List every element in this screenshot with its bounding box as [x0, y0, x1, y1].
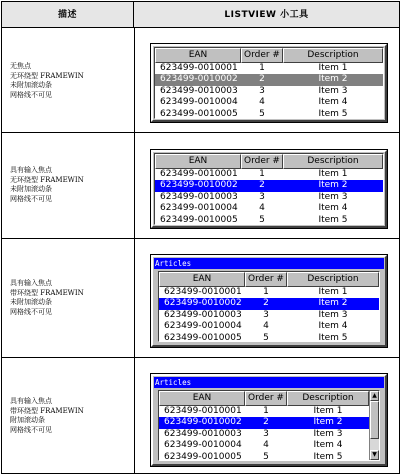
cell-order: 5 [263, 451, 269, 461]
cell-description: Item 5 [313, 451, 343, 461]
listview-row[interactable] [155, 203, 383, 214]
listview-row[interactable] [155, 169, 383, 180]
cell-order: 3 [259, 191, 265, 202]
listview-row[interactable] [159, 310, 379, 321]
framewin-title-bar[interactable]: Articles [154, 377, 384, 388]
listview-row[interactable] [159, 333, 379, 342]
cell-order: 5 [259, 108, 265, 119]
listview-row[interactable] [155, 63, 383, 74]
cell-ean: 623499-0010005 [160, 214, 238, 225]
header-description: 描述 [2, 2, 134, 28]
cell-description: Item 5 [318, 332, 348, 342]
listview-focused[interactable] [151, 150, 387, 228]
column-header-description[interactable]: Description [283, 48, 383, 63]
cell-order: 5 [263, 332, 269, 342]
desc-line: 网格线不可见 [10, 194, 52, 203]
desc-line: 无焦点 [10, 62, 31, 70]
cell-description: Item 3 [318, 85, 348, 96]
cell-ean: 623499-0010003 [160, 191, 238, 202]
desc-line: 无环绕型 FRAMEWIN [10, 71, 84, 80]
listview-row[interactable] [155, 109, 383, 119]
desc-line: 网格线不可见 [10, 425, 52, 434]
listview-row[interactable] [155, 86, 383, 97]
desc-line: 具有输入焦点 [10, 279, 52, 287]
cell-description: Item 4 [318, 321, 348, 332]
column-divider [134, 28, 135, 473]
cell-ean: 623499-0010002 [164, 298, 242, 309]
cell-ean: 623499-0010004 [160, 97, 238, 108]
column-header-ean[interactable]: EAN [159, 272, 245, 287]
cell-description: Item 1 [318, 287, 348, 297]
desc-line: 带环绕型 FRAMEWIN [10, 406, 84, 415]
cell-order: 5 [259, 214, 265, 225]
listview-unfocused[interactable] [151, 44, 387, 122]
listview-row[interactable] [159, 440, 369, 451]
row-divider [2, 238, 399, 239]
comparison-table [1, 1, 400, 474]
listview-body [154, 47, 384, 119]
cell-description: Item 2 [318, 180, 348, 191]
column-header-description[interactable]: Description [287, 391, 369, 406]
listview-header [159, 391, 369, 406]
listview-header [159, 272, 379, 287]
cell-order: 1 [259, 63, 265, 73]
cell-ean: 623499-0010005 [164, 332, 242, 342]
listview-row[interactable] [159, 287, 379, 298]
cell-order: 4 [259, 203, 265, 214]
desc-line: 未附加滚动条 [10, 81, 52, 89]
column-header-description[interactable]: Description [283, 154, 383, 169]
arrow-down-icon: ▼ [372, 451, 377, 458]
listview-row[interactable] [159, 429, 369, 440]
cell-description: Item 2 [313, 417, 343, 428]
vertical-scrollbar[interactable] [369, 391, 379, 460]
desc-line: 无环绕型 FRAMEWIN [10, 175, 84, 184]
cell-ean: 623499-0010004 [160, 203, 238, 214]
cell-order: 3 [259, 85, 265, 96]
desc-line: 未附加滚动条 [10, 185, 52, 193]
cell-ean: 623499-0010001 [160, 169, 238, 179]
listview-row-selected[interactable] [155, 74, 383, 85]
cell-order: 3 [263, 309, 269, 320]
listview-content [159, 391, 369, 460]
cell-description: Item 2 [318, 74, 348, 85]
row-divider [2, 132, 399, 133]
listview-body [158, 271, 380, 342]
row-description [10, 397, 130, 435]
cell-order: 1 [263, 406, 269, 416]
column-header-order[interactable]: Order # [241, 154, 283, 169]
listview-row[interactable] [159, 452, 369, 461]
listview-row[interactable] [155, 97, 383, 108]
cell-description: Item 1 [318, 63, 348, 73]
cell-order: 2 [263, 417, 269, 428]
cell-description: Item 4 [318, 97, 348, 108]
cell-order: 2 [259, 180, 265, 191]
desc-line: 网格线不可见 [10, 307, 52, 316]
cell-order: 4 [259, 97, 265, 108]
cell-order: 1 [259, 169, 265, 179]
cell-order: 2 [263, 298, 269, 309]
cell-description: Item 1 [313, 406, 343, 416]
listview-row[interactable] [155, 215, 383, 225]
column-header-order[interactable]: Order # [241, 48, 283, 63]
listview-row-selected[interactable] [159, 298, 379, 309]
cell-ean: 623499-0010001 [160, 63, 238, 73]
cell-ean: 623499-0010002 [164, 417, 242, 428]
listview-body [158, 390, 380, 461]
cell-order: 2 [259, 74, 265, 85]
cell-description: Item 4 [313, 440, 343, 451]
cell-order: 4 [263, 440, 269, 451]
arrow-up-icon: ▲ [372, 392, 377, 399]
cell-description: Item 1 [318, 169, 348, 179]
cell-description: Item 4 [318, 203, 348, 214]
row-description [10, 279, 130, 317]
header-widget: LISTVIEW 小工具 [224, 10, 309, 20]
cell-description: Item 5 [318, 214, 348, 225]
scroll-up-button[interactable] [370, 391, 379, 401]
listview-header [155, 48, 383, 63]
column-header-ean[interactable]: EAN [155, 154, 241, 169]
scroll-thumb[interactable] [370, 401, 379, 439]
desc-line: 未附加滚动条 [10, 298, 52, 306]
listview-header [155, 154, 383, 169]
row-divider [2, 357, 399, 358]
column-header-order[interactable]: Order # [245, 391, 287, 406]
cell-description: Item 2 [318, 298, 348, 309]
cell-ean: 623499-0010005 [164, 451, 242, 461]
cell-ean: 623499-0010005 [160, 108, 238, 119]
listview-body [154, 153, 384, 225]
cell-order: 3 [263, 428, 269, 439]
cell-description: Item 3 [318, 309, 348, 320]
row-description [10, 62, 130, 100]
cell-order: 1 [263, 287, 269, 297]
desc-line: 带环绕型 FRAMEWIN [10, 288, 84, 297]
framewin-listview-scroll[interactable] [151, 374, 387, 466]
column-header-ean[interactable]: EAN [155, 48, 241, 63]
column-header-ean[interactable]: EAN [159, 391, 245, 406]
column-header-description[interactable]: Description [287, 272, 379, 287]
cell-order: 4 [263, 321, 269, 332]
cell-ean: 623499-0010003 [164, 428, 242, 439]
table-header [2, 2, 399, 28]
desc-line: 具有输入焦点 [10, 166, 52, 174]
listview-row[interactable] [159, 406, 369, 417]
desc-line: 具有输入焦点 [10, 397, 52, 405]
row-description [10, 166, 130, 204]
cell-description: Item 5 [318, 108, 348, 119]
cell-ean: 623499-0010004 [164, 321, 242, 332]
cell-description: Item 3 [318, 191, 348, 202]
framewin-listview[interactable] [151, 255, 387, 347]
cell-ean: 623499-0010001 [164, 287, 242, 297]
listview-row-selected[interactable] [155, 180, 383, 191]
desc-line: 网格线不可见 [10, 90, 52, 99]
cell-description: Item 3 [313, 428, 343, 439]
cell-ean: 623499-0010003 [164, 309, 242, 320]
cell-ean: 623499-0010002 [160, 74, 238, 85]
listview-row-selected[interactable] [159, 417, 369, 428]
column-header-order[interactable]: Order # [245, 272, 287, 287]
desc-line: 附加滚动条 [10, 416, 45, 424]
cell-ean: 623499-0010001 [164, 406, 242, 416]
cell-ean: 623499-0010004 [164, 440, 242, 451]
framewin-title-bar[interactable]: Articles [154, 258, 384, 269]
scroll-down-button[interactable] [370, 450, 379, 460]
listview-row[interactable] [155, 192, 383, 203]
cell-ean: 623499-0010003 [160, 85, 238, 96]
cell-ean: 623499-0010002 [160, 180, 238, 191]
listview-row[interactable] [159, 321, 379, 332]
